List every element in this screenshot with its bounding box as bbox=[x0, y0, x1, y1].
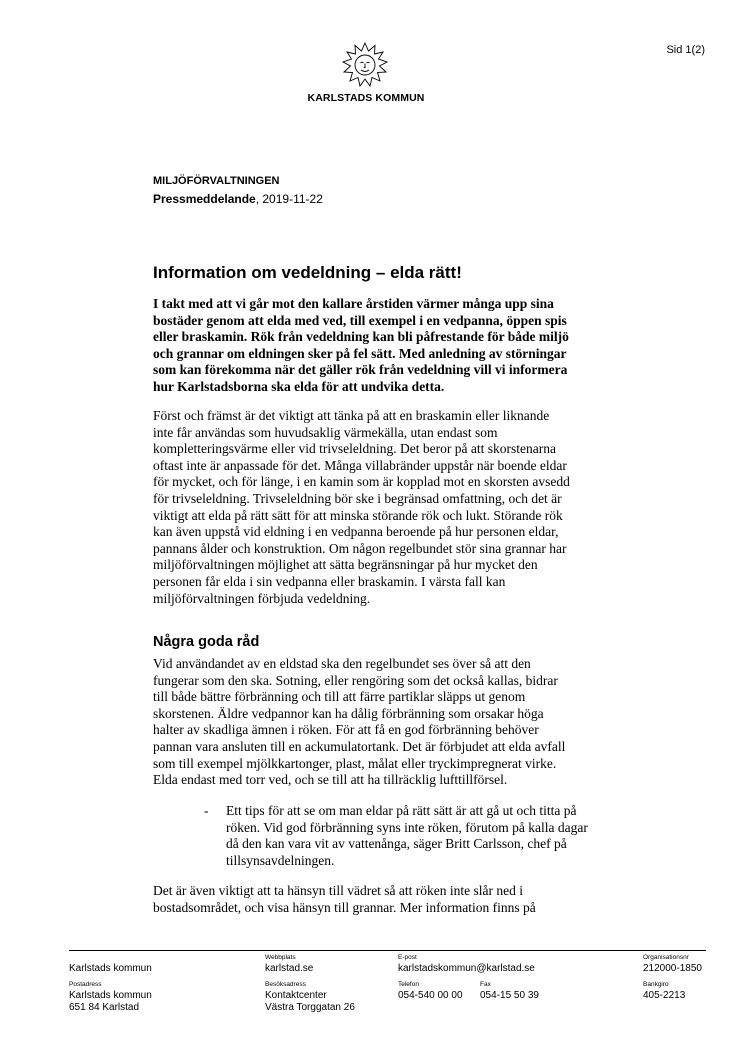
text-line: tillsynsavdelningen. bbox=[226, 852, 335, 868]
body-paragraph-1 bbox=[153, 408, 633, 607]
lead-line: I takt med att vi går mot den kallare årstiden värmer många upp sina bbox=[153, 296, 554, 311]
footer-web-label: Webbplats bbox=[265, 954, 296, 961]
document-date: , 2019-11-22 bbox=[255, 192, 323, 206]
footer-postal-line: Karlstads kommun bbox=[69, 990, 152, 1001]
text-line: pannans ålder och konstruktion. Om någon regelbundet stör sina grannar har bbox=[153, 540, 567, 556]
footer-visit-label: Besöksadress bbox=[265, 981, 306, 988]
text-line: pannan vara ansluten till en ackumulatortank. Det är förbjudet att elda avfall bbox=[153, 738, 566, 754]
footer-visit-line: Västra Torggatan 26 bbox=[265, 1002, 355, 1013]
lead-line: bostäder genom att elda med ved, till exempel i en vedpanna, öppen spis bbox=[153, 312, 567, 328]
department-name: MILJÖFÖRVALTNINGEN bbox=[153, 175, 280, 187]
footer-phone-value: 054-540 00 00 bbox=[398, 990, 463, 1001]
bullet-item bbox=[226, 803, 636, 869]
footer-phone-label: Telefon bbox=[398, 981, 419, 988]
text-line: då den kan vara vit av vattenånga, säger Britt Carlsson, chef på bbox=[226, 836, 567, 852]
lead-line: eller braskamin. Rök från vedeldning kan bli påfrestande för både miljö bbox=[153, 329, 569, 345]
text-line: inte får användas som huvudsaklig värmekälla, utan endast som bbox=[153, 424, 498, 440]
text-line: till både bättre förbränning och till att färre partiklar släpps ut genom bbox=[153, 689, 526, 705]
footer-divider bbox=[69, 950, 706, 951]
bullet-marker: - bbox=[204, 803, 209, 818]
footer-fax-value: 054-15 50 39 bbox=[480, 990, 539, 1001]
text-line: röken. Vid god förbränning syns inte röken, förutom på kalla dagar bbox=[226, 819, 588, 835]
document-type: Pressmeddelande bbox=[153, 192, 256, 206]
body-paragraph-3 bbox=[153, 883, 633, 916]
text-line: oftast inte är anpassade för det. Många villabränder uppstår när boende eldar bbox=[153, 457, 567, 473]
text-line: Det är även viktigt att ta hänsyn till vädret så att röken inte slår ned i bbox=[153, 883, 524, 898]
footer-bankgiro-value: 405-2213 bbox=[643, 990, 686, 1001]
footer-org-name: Karlstads kommun bbox=[69, 963, 152, 974]
footer-visit-line: Kontaktcenter bbox=[265, 990, 327, 1001]
text-line: miljöförvaltningen möjlighet att sätta begränsningar på hur mycket den bbox=[153, 557, 538, 573]
lead-line: och grannar om eldningen sker på fel sätt. Med anledning av störningar bbox=[153, 345, 567, 361]
text-line: som till exempel mjölkkartonger, plast, målat eller tryckimpregnerat virke. bbox=[153, 755, 557, 771]
footer-postal-label: Postadress bbox=[69, 981, 102, 988]
footer-email-label: E-post bbox=[398, 954, 417, 961]
lead-paragraph bbox=[153, 296, 633, 396]
text-line: miljöförvaltningen förbjuda vedeldning. bbox=[153, 590, 371, 606]
text-line: fungerar som den ska. Sotning, eller rengöring som det också kallas, bidrar bbox=[153, 672, 558, 688]
text-line: Vid användandet av en eldstad ska den regelbundet ses över så att den bbox=[153, 656, 531, 671]
lead-line: som kan förekomma när det gäller rök från vedeldning vill vi informera bbox=[153, 362, 568, 378]
article-title: Information om vedeldning – elda rätt! bbox=[153, 263, 462, 282]
sun-face-icon bbox=[342, 42, 388, 88]
text-line: skorstenen. Äldre vedpannor kan ha dålig förbränning som orsakar höga bbox=[153, 705, 544, 721]
text-line: viktigt att elda på rätt sätt för att minska störande rök och lukt. Störande rök bbox=[153, 507, 563, 523]
body-paragraph-2 bbox=[153, 656, 633, 789]
organization-name: KARLSTADS KOMMUN bbox=[307, 92, 425, 104]
lead-line: hur Karlstadsborna ska elda för att undvika detta. bbox=[153, 378, 445, 394]
footer-email-link[interactable]: karlstadskommun@karlstad.se bbox=[398, 963, 535, 974]
footer-orgnr-label: Organisationsnr bbox=[643, 954, 689, 961]
footer-orgnr-value: 212000-1850 bbox=[643, 963, 702, 974]
footer-fax-label: Fax bbox=[480, 981, 491, 988]
text-line: halter av skadliga ämnen i röken. För att få en god förbränning behöver bbox=[153, 722, 539, 738]
press-release-line bbox=[153, 192, 323, 206]
text-line: för trivseleldning. Trivseleldning bör ske i begränsad omfattning, och det är bbox=[153, 490, 562, 506]
footer-bankgiro-label: Bankgiro bbox=[643, 981, 669, 988]
footer-web-link[interactable]: karlstad.se bbox=[265, 963, 314, 974]
text-line: för mycket, och för länge, i en kamin som är kopplad mot en skorsten avsedd bbox=[153, 474, 570, 490]
section-heading: Några goda råd bbox=[153, 634, 260, 650]
text-line: Ett tips för att se om man eldar på rätt sätt är att gå ut och titta på bbox=[226, 803, 577, 818]
page-number: Sid 1(2) bbox=[666, 44, 705, 56]
text-line: Först och främst är det viktigt att tänka på att en braskamin eller liknande bbox=[153, 408, 550, 423]
text-line: Elda endast med torr ved, och se till att ha tillräcklig lufttillförsel. bbox=[153, 772, 508, 788]
text-line: personen får elda i sin vedpanna eller braskamin. I värsta fall kan bbox=[153, 573, 506, 589]
text-line: kan även uppstå vid eldning i en vedpanna beroende på hur personen eldar, bbox=[153, 524, 559, 540]
footer-postal-line: 651 84 Karlstad bbox=[69, 1002, 140, 1013]
text-line: kompletteringsvärme eller vid trivseleldning. Det beror på att skorstenarna bbox=[153, 441, 556, 457]
text-line: bostadsområdet, och visa hänsyn till grannar. Mer information finns på bbox=[153, 899, 536, 915]
